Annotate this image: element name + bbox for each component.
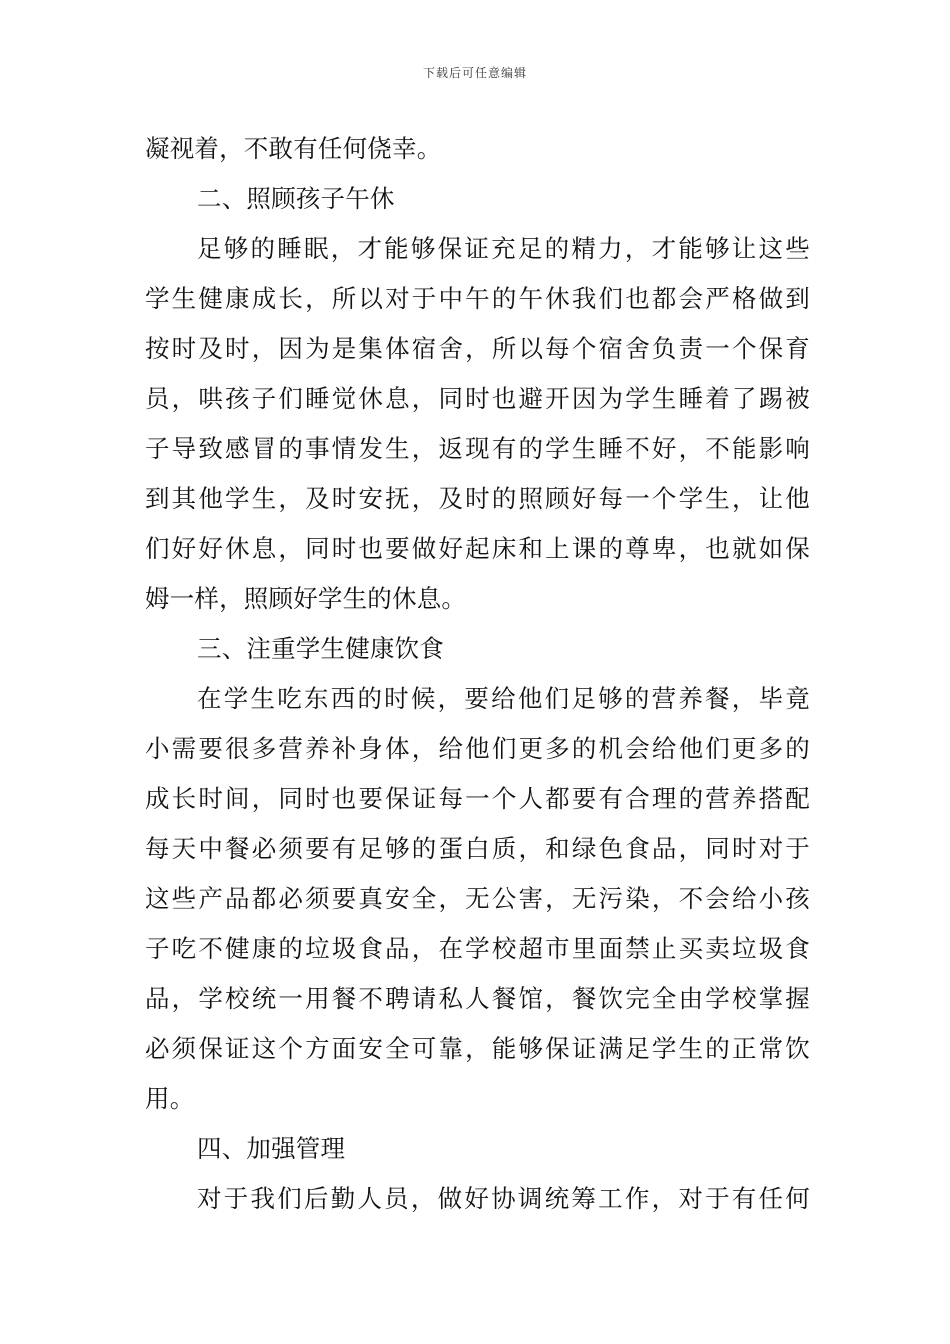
paragraph-line: 足够的睡眠，才能够保证充足的精力，才能够让这些 — [197, 234, 810, 263]
section-heading-healthy-diet: 三、注重学生健康饮食 — [197, 634, 444, 663]
paragraph-continuation: 凝视着，不敢有任何侥幸。 — [145, 134, 442, 163]
page-header: 下载后可任意编辑 — [422, 66, 527, 80]
paragraph-line: 姆一样，照顾好学生的休息。 — [145, 584, 467, 613]
paragraph-line: 们好好休息，同时也要做好起床和上课的尊卑，也就如保 — [145, 534, 810, 563]
paragraph-line: 这些产品都必须要真安全，无公害，无污染，不会给小孩 — [145, 884, 810, 913]
document-body — [145, 124, 810, 1224]
section-heading-management: 四、加强管理 — [197, 1134, 346, 1163]
paragraph-line: 必须保证这个方面安全可靠，能够保证满足学生的正常饮 — [145, 1034, 810, 1063]
paragraph-line: 员，哄孩子们睡觉休息，同时也避开因为学生睡着了踢被 — [145, 384, 810, 413]
paragraph-line: 到其他学生，及时安抚，及时的照顾好每一个学生，让他 — [145, 484, 810, 513]
paragraph-line: 在学生吃东西的时候，要给他们足够的营养餐，毕竟 — [197, 684, 810, 713]
paragraph-line: 成长时间，同时也要保证每一个人都要有合理的营养搭配 — [145, 784, 810, 813]
paragraph-line: 子吃不健康的垃圾食品，在学校超市里面禁止买卖垃圾食 — [145, 934, 810, 963]
paragraph-line: 小需要很多营养补身体，给他们更多的机会给他们更多的 — [145, 734, 810, 763]
paragraph-line: 按时及时，因为是集体宿舍，所以每个宿舍负责一个保育 — [145, 334, 810, 363]
paragraph-line: 品，学校统一用餐不聘请私人餐馆，餐饮完全由学校掌握 — [145, 984, 810, 1013]
section-heading-afternoon-nap: 二、照顾孩子午休 — [197, 184, 395, 213]
paragraph-line: 子导致感冒的事情发生，返现有的学生睡不好，不能影响 — [145, 434, 810, 463]
paragraph-line: 用。 — [145, 1084, 195, 1113]
paragraph-line: 每天中餐必须要有足够的蛋白质，和绿色食品，同时对于 — [145, 834, 810, 863]
paragraph-line: 对于我们后勤人员，做好协调统筹工作，对于有任何 — [197, 1184, 810, 1213]
paragraph-line: 学生健康成长，所以对于中午的午休我们也都会严格做到 — [145, 284, 810, 313]
